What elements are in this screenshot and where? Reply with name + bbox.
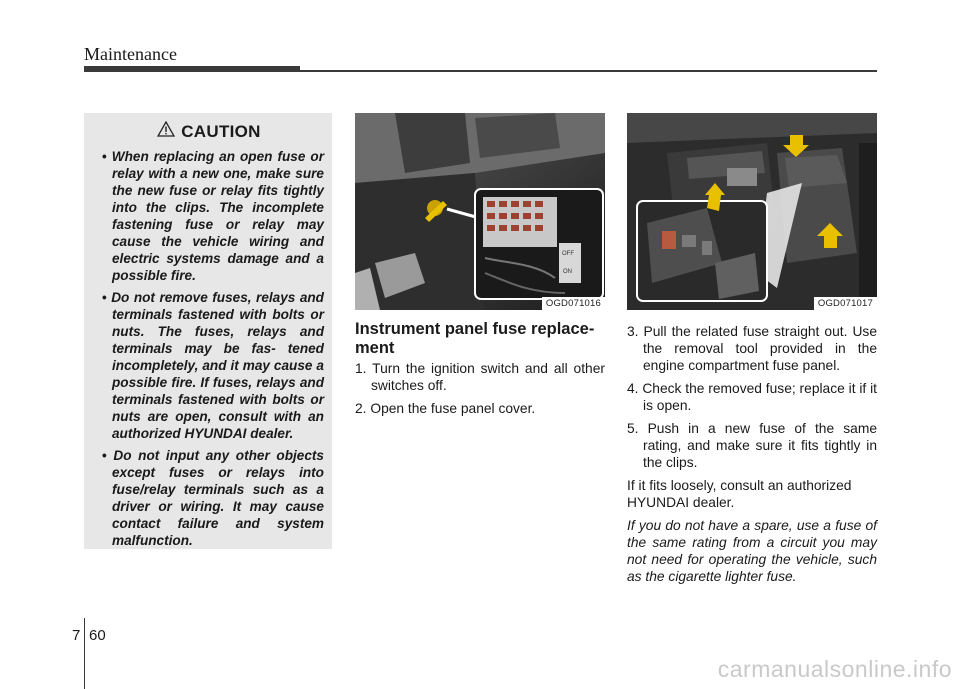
watermark: carmanualsonline.info <box>717 656 952 682</box>
footer-rule <box>84 618 85 689</box>
warning-triangle-icon <box>157 121 175 142</box>
step-item: 3. Pull the related fuse straight out. Use the removal tool provided in the engine compartment fuse panel. <box>627 324 877 373</box>
page-header-title: Maintenance <box>84 44 177 64</box>
header-rule-thick <box>84 66 300 72</box>
figure-caption: OGD071017 <box>814 297 877 310</box>
instrument-steps <box>355 360 605 423</box>
caution-header <box>94 121 324 142</box>
header-rule-thin <box>300 70 877 72</box>
page-number: 60 <box>89 627 106 644</box>
engine-steps <box>627 323 877 591</box>
dealer-note: If it fits loosely, consult an authorized HYUNDAI dealer. <box>627 478 852 510</box>
section-heading: Instrument panel fuse replace- ment <box>355 320 595 357</box>
engine-compartment-fuse-photo <box>627 113 877 310</box>
instrument-panel-fuse-photo <box>355 113 605 310</box>
figure-caption: OGD071016 <box>542 297 605 310</box>
inset-off-label: OFF <box>562 251 574 257</box>
inset-on-label: ON <box>563 269 572 275</box>
caution-box <box>84 113 332 549</box>
caution-list <box>94 148 324 549</box>
spare-fuse-note: If you do not have a spare, use a fuse of the same rating from a circuit you may not need for operating the vehicle, such as the cigarette lighter fuse. <box>627 518 877 584</box>
step-item: 1. Turn the ignition switch and all other switches off. <box>355 361 605 393</box>
chapter-number: 7 <box>72 627 81 644</box>
caution-title: CAUTION <box>181 121 261 141</box>
step-item: 4. Check the removed fuse; replace it if it is open. <box>627 381 877 413</box>
step-item: 5. Push in a new fuse of the same rating, and make sure it fits tightly in the clips. <box>627 421 877 470</box>
caution-item: • When replacing an open fuse or relay with a new one, make sure the new fuse or relay fits tightly into the clips. The incomplete fastening fuse or relay may cause the vehicle wiring and electric systems damage and a possible fire. <box>94 148 324 284</box>
caution-item: • Do not input any other objects except fuses or relays into fuse/relay terminals such as a driver or wiring. It may cause contact failure and system malfunction. <box>94 447 324 549</box>
step-item: 2. Open the fuse panel cover. <box>355 401 536 416</box>
caution-item: • Do not remove fuses, relays and terminals fastened with bolts or nuts. The fuses, relays and terminals may be fas- tened incompletely, and it may cause a possible fire. If fuses, relays and terminals fastened with bolts or nuts are open, consult with an authorized HYUNDAI dealer. <box>94 289 324 442</box>
